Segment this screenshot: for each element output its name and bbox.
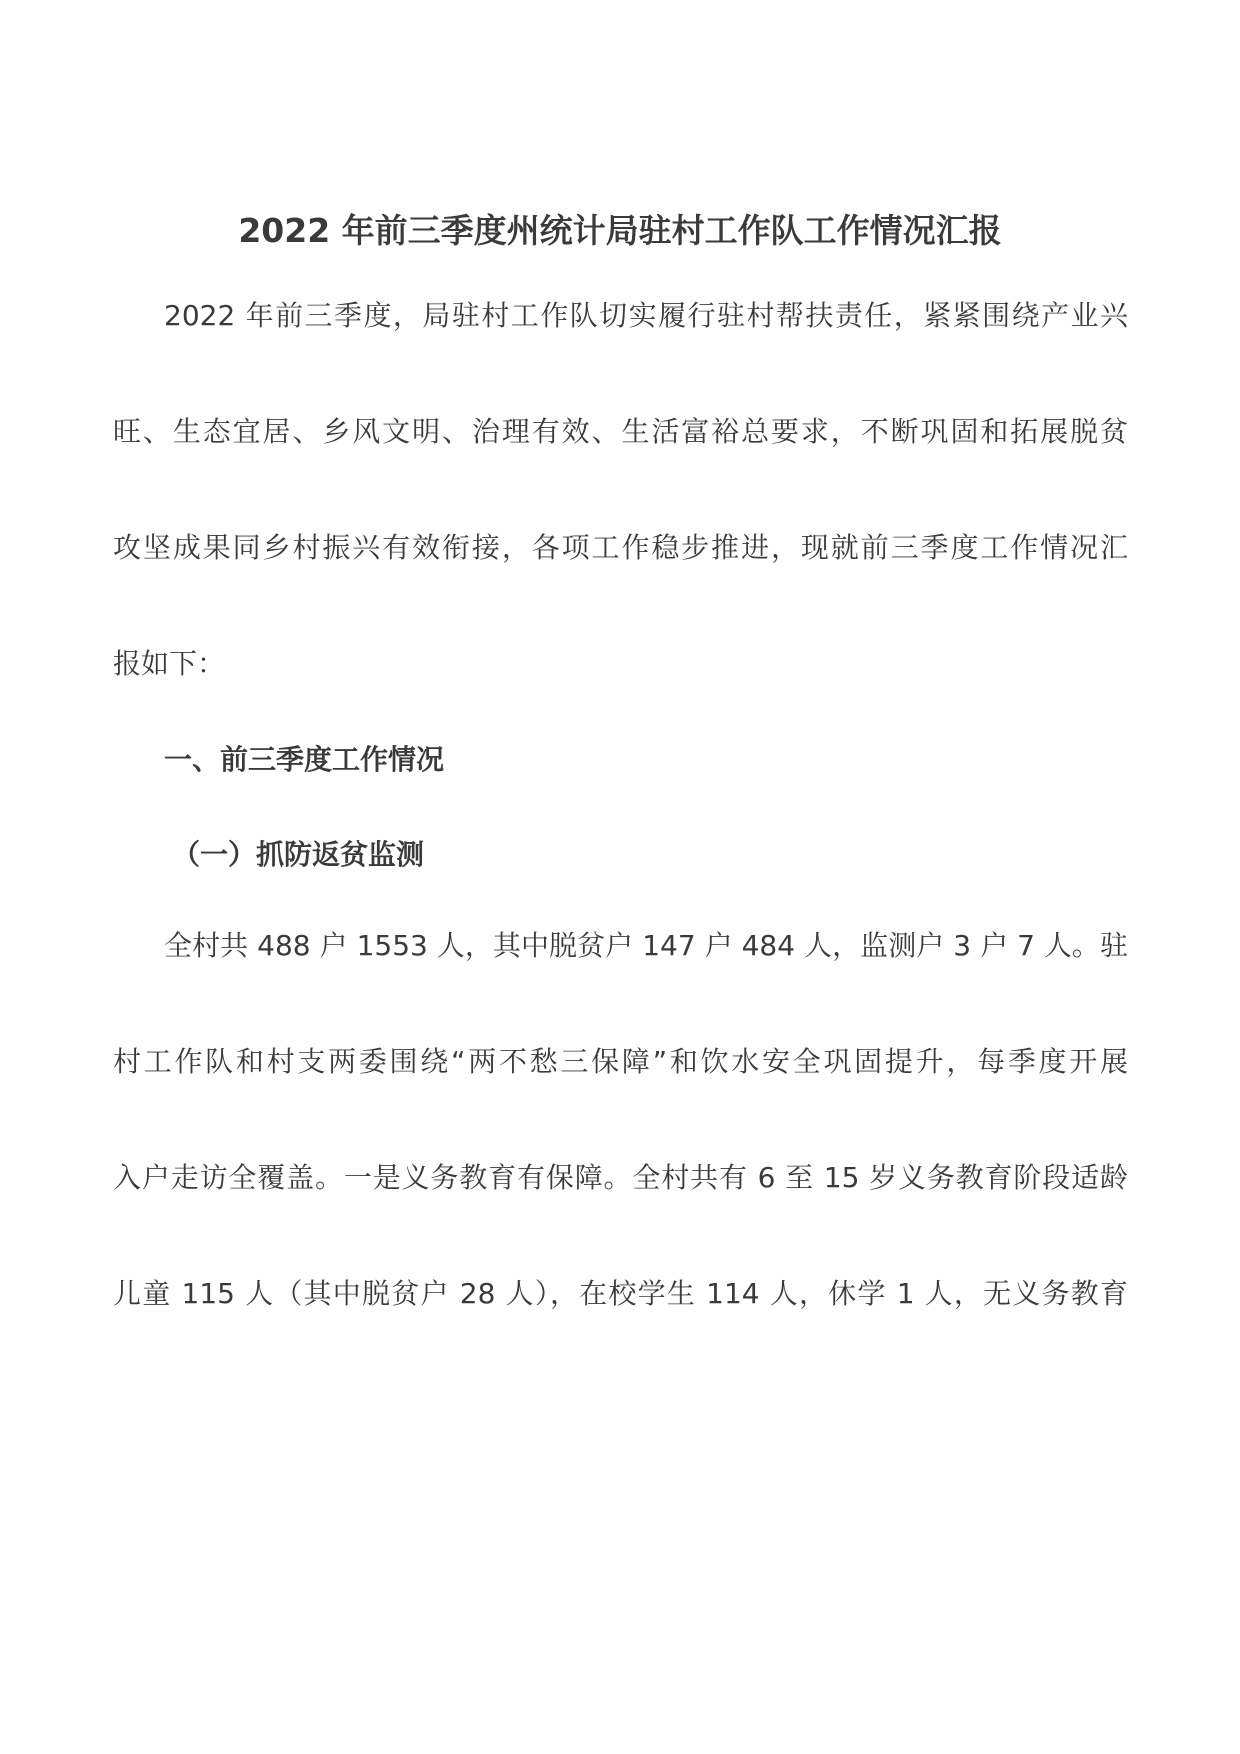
body-line-4: 儿童 115 人（其中脱贫户 28 人），在校学生 114 人，休学 1 人，无义务教育 (113, 1277, 1128, 1310)
section-heading: 一、前三季度工作情况 (164, 743, 445, 776)
body-line-1: 全村共 488 户 1553 人，其中脱贫户 147 户 484 人，监测户 3 户 7 人。驻 (164, 929, 1128, 962)
subsection-heading: （一）抓防返贫监测 (172, 838, 425, 871)
intro-line-2: 旺、生态宜居、乡风文明、治理有效、生活富裕总要求，不断巩固和拓展脱贫 (113, 415, 1128, 448)
body-line-3: 入户走访全覆盖。一是义务教育有保障。全村共有 6 至 15 岁义务教育阶段适龄 (113, 1161, 1128, 1194)
intro-line-3: 攻坚成果同乡村振兴有效衔接，各项工作稳步推进，现就前三季度工作情况汇 (113, 531, 1128, 564)
intro-line-1: 2022 年前三季度，局驻村工作队切实履行驻村帮扶责任，紧紧围绕产业兴 (164, 299, 1128, 332)
body-line-2: 村工作队和村支两委围绕“两不愁三保障”和饮水安全巩固提升，每季度开展 (113, 1045, 1128, 1078)
document-title: 2022 年前三季度州统计局驻村工作队工作情况汇报 (238, 211, 1002, 250)
intro-line-4: 报如下： (113, 647, 226, 680)
